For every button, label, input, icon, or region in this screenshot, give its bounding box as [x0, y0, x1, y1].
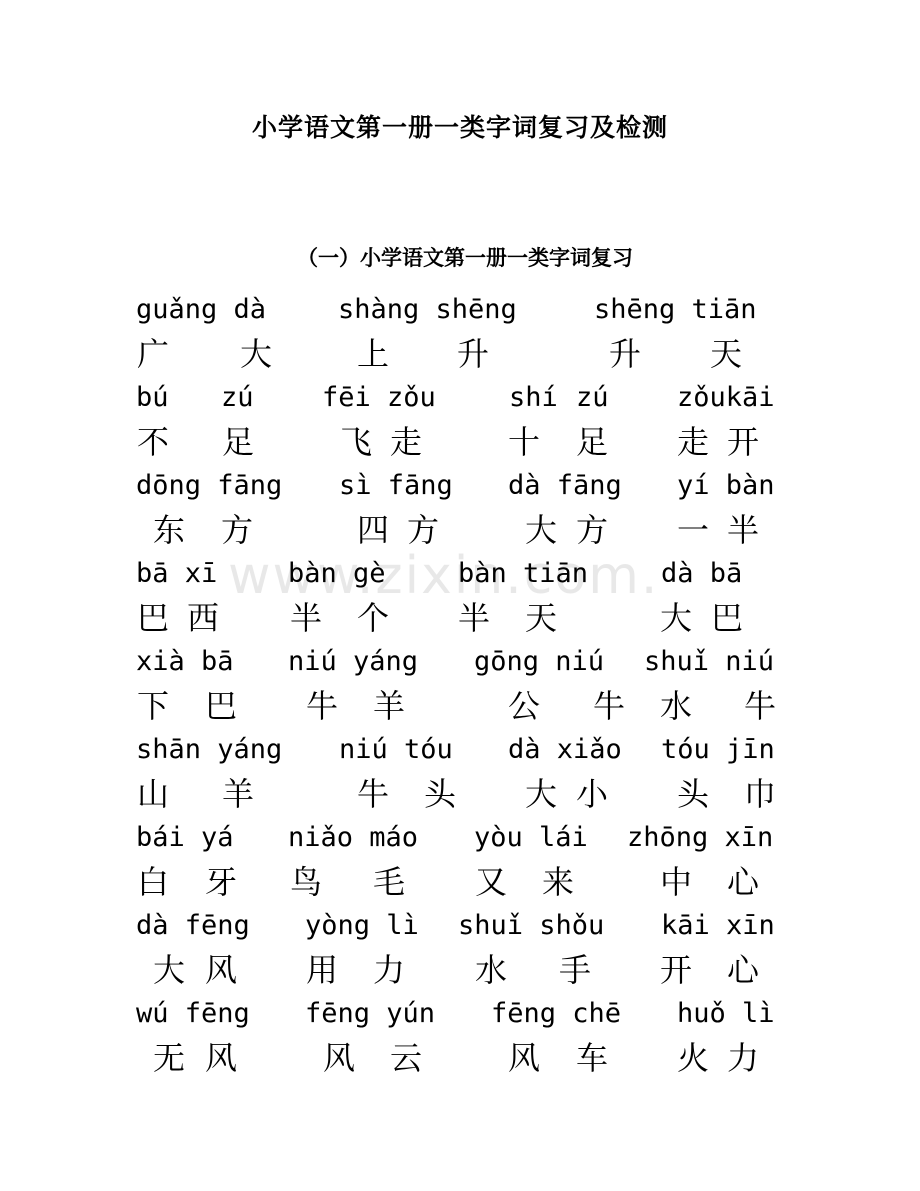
pinyin-text: zhōng xīn: [627, 822, 774, 853]
pinyin-text: yòng lì: [305, 910, 419, 941]
pinyin-text: dà xiǎo: [508, 734, 622, 765]
hanzi-char: 半: [458, 599, 491, 637]
hanzi-char: 风: [323, 1039, 356, 1077]
hanzi-char: 上: [357, 335, 390, 373]
hanzi-char: 力: [373, 951, 406, 989]
hanzi-char: 升: [457, 335, 490, 373]
hanzi-char: 头: [424, 775, 457, 813]
pinyin-text: shēng tiān: [594, 294, 757, 325]
pinyin-text: yí bàn: [677, 470, 775, 501]
hanzi-char: 巴: [137, 599, 170, 637]
word-row: [0, 558, 920, 646]
hanzi-char: 火: [677, 1039, 710, 1077]
hanzi-char: 走: [677, 423, 710, 461]
hanzi-char: 风: [205, 1039, 238, 1077]
hanzi-char: 个: [357, 599, 390, 637]
word-row: [0, 998, 920, 1086]
pinyin-text: bā xī: [136, 558, 218, 589]
pinyin-text: fēng chē: [491, 998, 622, 1029]
hanzi-char: 头: [677, 775, 710, 813]
hanzi-char: 升: [609, 335, 642, 373]
hanzi-char: 风: [508, 1039, 541, 1077]
hanzi-char: 风: [205, 951, 238, 989]
hanzi-char: 毛: [373, 863, 406, 901]
pinyin-text: niǎo máo: [288, 822, 419, 853]
hanzi-char: 牛: [306, 687, 339, 725]
hanzi-char: 又: [475, 863, 508, 901]
hanzi-char: 羊: [222, 775, 255, 813]
pinyin-text: bú: [136, 382, 169, 413]
hanzi-char: 不: [137, 423, 170, 461]
pinyin-text: dà fāng: [508, 470, 622, 501]
pinyin-text: niú yáng: [288, 646, 419, 677]
word-row: [0, 382, 920, 470]
hanzi-char: 四: [357, 511, 390, 549]
hanzi-char: 山: [137, 775, 170, 813]
pinyin-text: xià bā: [136, 646, 234, 677]
hanzi-char: 方: [407, 511, 440, 549]
hanzi-char: 云: [390, 1039, 423, 1077]
hanzi-char: 手: [559, 951, 592, 989]
pinyin-text: shàng shēng: [338, 294, 517, 325]
word-row: [0, 294, 920, 382]
hanzi-char: 大: [240, 335, 273, 373]
hanzi-char: 心: [727, 863, 760, 901]
pinyin-text: fēng yún: [305, 998, 436, 1029]
pinyin-text: dōng fāng: [136, 470, 283, 501]
hanzi-char: 天: [710, 335, 743, 373]
hanzi-char: 巴: [711, 599, 744, 637]
word-row: [0, 646, 920, 734]
word-row: [0, 470, 920, 558]
hanzi-char: 小: [576, 775, 609, 813]
hanzi-char: 无: [153, 1039, 186, 1077]
pinyin-text: fēi zǒu: [322, 382, 436, 413]
hanzi-char: 广: [137, 335, 170, 373]
page-title: 小学语文第一册一类字词复习及检测: [251, 113, 668, 142]
pinyin-text: bàn gè: [288, 558, 386, 589]
pinyin-text: shuǐ shǒu: [458, 910, 605, 941]
pinyin-text: wú fēng: [136, 998, 250, 1029]
hanzi-char: 用: [306, 951, 339, 989]
hanzi-char: 牛: [744, 687, 777, 725]
hanzi-char: 开: [660, 951, 693, 989]
hanzi-char: 走: [390, 423, 423, 461]
hanzi-char: 方: [576, 511, 609, 549]
hanzi-char: 力: [727, 1039, 760, 1077]
pinyin-text: shí: [509, 382, 558, 413]
hanzi-char: 开: [727, 423, 760, 461]
pinyin-text: zú: [221, 382, 254, 413]
hanzi-char: 半: [290, 599, 323, 637]
hanzi-char: 羊: [373, 687, 406, 725]
hanzi-char: 大: [525, 775, 558, 813]
word-row: [0, 822, 920, 910]
hanzi-char: 西: [187, 599, 220, 637]
hanzi-char: 足: [576, 423, 609, 461]
hanzi-char: 十: [508, 423, 541, 461]
section-heading: （一）小学语文第一册一类字词复习: [297, 245, 633, 270]
pinyin-text: bái yá: [136, 822, 234, 853]
hanzi-char: 下: [137, 687, 170, 725]
hanzi-char: 大: [525, 511, 558, 549]
hanzi-char: 水: [475, 951, 508, 989]
hanzi-char: 巴: [205, 687, 238, 725]
pinyin-text: niú tóu: [339, 734, 453, 765]
hanzi-char: 鸟: [290, 863, 323, 901]
pinyin-text: shān yáng: [136, 734, 283, 765]
hanzi-char: 大: [153, 951, 186, 989]
hanzi-char: 东: [153, 511, 186, 549]
pinyin-text: sì fāng: [339, 470, 453, 501]
hanzi-char: 天: [525, 599, 558, 637]
hanzi-char: 白: [137, 863, 170, 901]
hanzi-char: 半: [727, 511, 760, 549]
pinyin-text: gōng niú: [474, 646, 605, 677]
word-row: [0, 910, 920, 998]
hanzi-char: 公: [508, 687, 541, 725]
pinyin-text: tóu jīn: [661, 734, 775, 765]
hanzi-char: 水: [660, 687, 693, 725]
hanzi-char: 牙: [205, 863, 238, 901]
pinyin-text: bàn tiān: [458, 558, 589, 589]
pinyin-text: kāi xīn: [661, 910, 775, 941]
hanzi-char: 中: [660, 863, 693, 901]
hanzi-char: 飞: [340, 423, 373, 461]
pinyin-text: dà fēng: [136, 910, 250, 941]
hanzi-char: 车: [576, 1039, 609, 1077]
word-row: [0, 734, 920, 822]
hanzi-char: 牛: [593, 687, 626, 725]
svg-text:www.zixin.com.cn: www.zixin.com.: [228, 546, 658, 605]
hanzi-char: 心: [727, 951, 760, 989]
pinyin-text: guǎng dà: [136, 294, 267, 325]
pinyin-text: zǒukāi: [677, 382, 775, 413]
hanzi-char: 巾: [744, 775, 777, 813]
hanzi-char: 一: [677, 511, 710, 549]
pinyin-text: shuǐ niú: [644, 646, 775, 677]
pinyin-text: huǒ lì: [677, 998, 775, 1029]
pinyin-text: dà bā: [661, 558, 743, 589]
pinyin-text: zú: [576, 382, 609, 413]
hanzi-char: 牛: [357, 775, 390, 813]
hanzi-char: 大: [660, 599, 693, 637]
hanzi-char: 足: [222, 423, 255, 461]
hanzi-char: 来: [542, 863, 575, 901]
hanzi-char: 方: [221, 511, 254, 549]
pinyin-text: yòu lái: [474, 822, 588, 853]
